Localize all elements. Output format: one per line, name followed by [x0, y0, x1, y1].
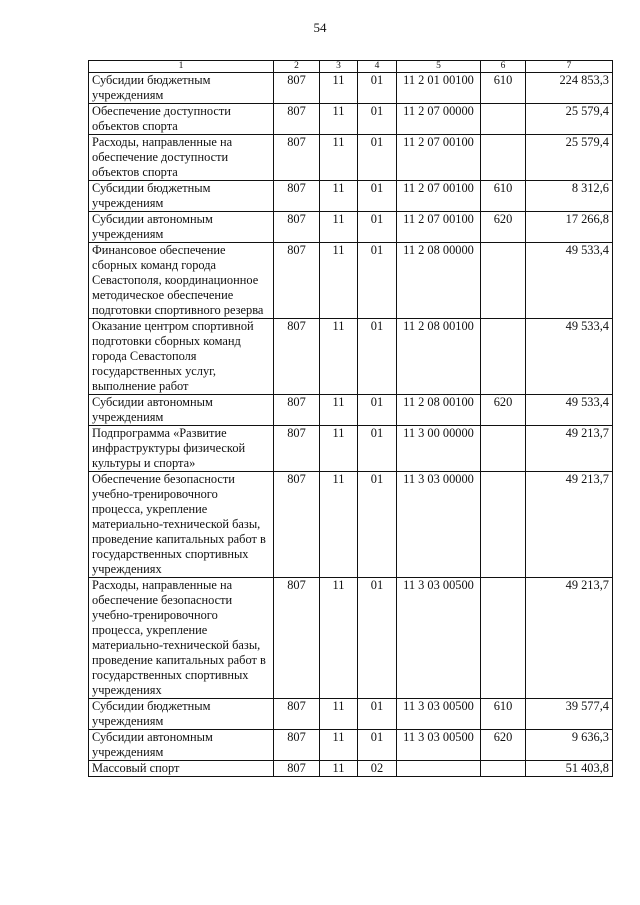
row-ministry-code: 807: [274, 319, 320, 395]
row-section: 11: [320, 730, 358, 761]
row-section: 11: [320, 212, 358, 243]
col-header-4: 4: [358, 61, 397, 73]
row-target-article: 11 2 07 00100: [397, 181, 481, 212]
row-amount: 49 533,4: [526, 319, 613, 395]
row-name: Субсидии автономным учреждениям: [89, 730, 274, 761]
row-amount: 49 213,7: [526, 426, 613, 472]
row-amount: 224 853,3: [526, 73, 613, 104]
col-header-7: 7: [526, 61, 613, 73]
row-expense-type: [481, 426, 526, 472]
row-target-article: 11 2 07 00100: [397, 135, 481, 181]
row-ministry-code: 807: [274, 243, 320, 319]
row-target-article: 11 2 07 00100: [397, 212, 481, 243]
row-expense-type: 610: [481, 699, 526, 730]
row-section: 11: [320, 104, 358, 135]
row-expense-type: [481, 761, 526, 777]
row-amount: 49 533,4: [526, 243, 613, 319]
row-subsection: 01: [358, 699, 397, 730]
row-ministry-code: 807: [274, 578, 320, 699]
row-subsection: 01: [358, 472, 397, 578]
row-expense-type: 620: [481, 212, 526, 243]
col-header-5: 5: [397, 61, 481, 73]
row-target-article: 11 2 01 00100: [397, 73, 481, 104]
row-subsection: 01: [358, 212, 397, 243]
table-row: [89, 319, 613, 395]
row-name: Финансовое обеспечение сборных команд города Севастополя, координационное методическое обеспечение подготовки спортивного резерва: [89, 243, 274, 319]
row-target-article: 11 3 03 00500: [397, 730, 481, 761]
row-target-article: [397, 761, 481, 777]
row-expense-type: 610: [481, 73, 526, 104]
table-row: [89, 395, 613, 426]
row-target-article: 11 3 00 00000: [397, 426, 481, 472]
col-header-6: 6: [481, 61, 526, 73]
row-section: 11: [320, 395, 358, 426]
table-row: [89, 578, 613, 699]
row-ministry-code: 807: [274, 472, 320, 578]
row-expense-type: [481, 319, 526, 395]
table-row: [89, 73, 613, 104]
row-target-article: 11 3 03 00000: [397, 472, 481, 578]
row-name: Подпрограмма «Развитие инфраструктуры физической культуры и спорта»: [89, 426, 274, 472]
table-row: [89, 181, 613, 212]
row-ministry-code: 807: [274, 426, 320, 472]
row-name: Оказание центром спортивной подготовки сборных команд города Севастополя государственных услуг, выполнение работ: [89, 319, 274, 395]
row-ministry-code: 807: [274, 135, 320, 181]
row-subsection: 01: [358, 135, 397, 181]
col-header-2: 2: [274, 61, 320, 73]
row-expense-type: [481, 578, 526, 699]
row-amount: 49 213,7: [526, 578, 613, 699]
row-subsection: 01: [358, 243, 397, 319]
table-row: [89, 472, 613, 578]
row-subsection: 01: [358, 73, 397, 104]
row-ministry-code: 807: [274, 212, 320, 243]
row-amount: 39 577,4: [526, 699, 613, 730]
col-header-3: 3: [320, 61, 358, 73]
row-name: Расходы, направленные на обеспечение безопасности учебно-тренировочного процесса, укрепление материально-технической базы, проведение капитальных работ в государственных спортивных учреждениях: [89, 578, 274, 699]
table-row: [89, 104, 613, 135]
budget-table: [88, 60, 613, 777]
row-subsection: 01: [358, 395, 397, 426]
row-ministry-code: 807: [274, 730, 320, 761]
row-subsection: 01: [358, 578, 397, 699]
row-amount: 9 636,3: [526, 730, 613, 761]
row-section: 11: [320, 578, 358, 699]
table-row: [89, 761, 613, 777]
header-row: [89, 61, 613, 73]
row-ministry-code: 807: [274, 761, 320, 777]
row-ministry-code: 807: [274, 395, 320, 426]
table-row: [89, 730, 613, 761]
row-target-article: 11 2 08 00000: [397, 243, 481, 319]
table-row: [89, 243, 613, 319]
row-name: Субсидии бюджетным учреждениям: [89, 181, 274, 212]
row-section: 11: [320, 135, 358, 181]
row-section: 11: [320, 761, 358, 777]
row-name: Субсидии автономным учреждениям: [89, 212, 274, 243]
row-subsection: 01: [358, 181, 397, 212]
row-ministry-code: 807: [274, 73, 320, 104]
row-expense-type: [481, 243, 526, 319]
row-name: Обеспечение безопасности учебно-тренировочного процесса, укрепление материально-технической базы, проведение капитальных работ в государственных спортивных учреждениях: [89, 472, 274, 578]
row-section: 11: [320, 472, 358, 578]
row-expense-type: [481, 135, 526, 181]
row-target-article: 11 3 03 00500: [397, 699, 481, 730]
row-expense-type: 620: [481, 730, 526, 761]
row-section: 11: [320, 426, 358, 472]
row-target-article: 11 2 08 00100: [397, 319, 481, 395]
row-section: 11: [320, 243, 358, 319]
row-subsection: 01: [358, 730, 397, 761]
col-header-1: 1: [89, 61, 274, 73]
row-subsection: 01: [358, 426, 397, 472]
row-expense-type: [481, 104, 526, 135]
table-row: [89, 135, 613, 181]
row-name: Обеспечение доступности объектов спорта: [89, 104, 274, 135]
row-expense-type: 620: [481, 395, 526, 426]
row-ministry-code: 807: [274, 104, 320, 135]
table-row: [89, 212, 613, 243]
row-expense-type: 610: [481, 181, 526, 212]
row-amount: 25 579,4: [526, 135, 613, 181]
row-name: Субсидии бюджетным учреждениям: [89, 699, 274, 730]
row-target-article: 11 2 08 00100: [397, 395, 481, 426]
table-row: [89, 699, 613, 730]
table-row: [89, 426, 613, 472]
row-subsection: 01: [358, 104, 397, 135]
page-number: 54: [313, 20, 327, 35]
row-target-article: 11 2 07 00000: [397, 104, 481, 135]
row-section: 11: [320, 73, 358, 104]
row-name: Субсидии автономным учреждениям: [89, 395, 274, 426]
row-amount: 51 403,8: [526, 761, 613, 777]
table-body: [89, 73, 613, 777]
row-name: Массовый спорт: [89, 761, 274, 777]
row-section: 11: [320, 181, 358, 212]
row-subsection: 01: [358, 319, 397, 395]
row-subsection: 02: [358, 761, 397, 777]
row-ministry-code: 807: [274, 181, 320, 212]
row-amount: 49 213,7: [526, 472, 613, 578]
row-name: Субсидии бюджетным учреждениям: [89, 73, 274, 104]
row-section: 11: [320, 319, 358, 395]
row-amount: 25 579,4: [526, 104, 613, 135]
row-amount: 17 266,8: [526, 212, 613, 243]
row-amount: 49 533,4: [526, 395, 613, 426]
row-ministry-code: 807: [274, 699, 320, 730]
row-name: Расходы, направленные на обеспечение доступности объектов спорта: [89, 135, 274, 181]
row-amount: 8 312,6: [526, 181, 613, 212]
row-section: 11: [320, 699, 358, 730]
row-expense-type: [481, 472, 526, 578]
row-target-article: 11 3 03 00500: [397, 578, 481, 699]
